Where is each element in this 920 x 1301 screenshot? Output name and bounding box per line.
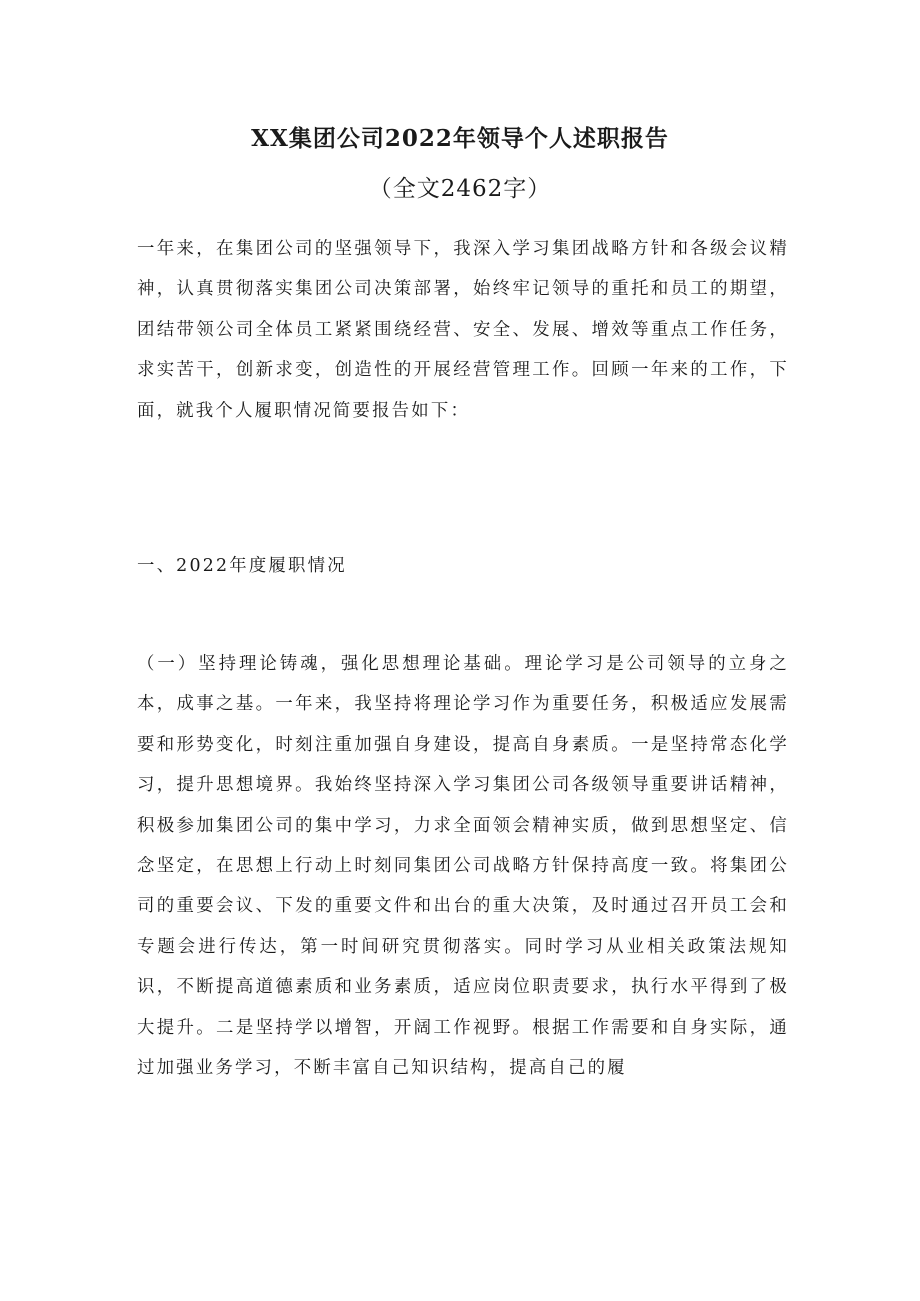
intro-paragraph: 一年来，在集团公司的坚强领导下，我深入学习集团战略方针和各级会议精神，认真贯彻落实集团公司决策部署，始终牢记领导的重托和员工的期望，团结带领公司全体员工紧紧围绕经营、安全、发展、增效等重点工作任务，求实苦干，创新求变，创造性的开展经营管理工作。回顾一年来的工作，下面，就我个人履职情况简要报告如下：: [137, 239, 789, 421]
document-title: XX集团公司2022年领导个人述职报告: [251, 125, 669, 152]
section-paragraph: （一）坚持理论铸魂，强化思想理论基础。理论学习是公司领导的立身之本，成事之基。一年来，我坚持将理论学习作为重要任务，积极适应发展需要和形势变化，时刻注重加强自身建设，提高自身素质。一是坚持常态化学习，提升思想境界。我始终坚持深入学习集团公司各级领导重要讲话精神，积极参加集团公司的集中学习，力求全面领会精神实质，做到思想坚定、信念坚定，在思想上行动上时刻同集团公司战略方针保持高度一致。将集团公司的重要会议、下发的重要文件和出台的重大决策，及时通过召开员工会和专题会进行传达，第一时间研究贯彻落实。同时学习从业相关政策法规知识，不断提高道德素质和业务素质，适应岗位职责要求，执行水平得到了极大提升。二是坚持学以增智，开阔工作视野。根据工作需要和自身实际，通过加强业务学习，不断丰富自己知识结构，提高自己的履: [137, 654, 789, 1079]
section-heading: 一、2022年度履职情况: [137, 556, 347, 576]
document-subtitle: （全文2462字）: [368, 176, 552, 202]
